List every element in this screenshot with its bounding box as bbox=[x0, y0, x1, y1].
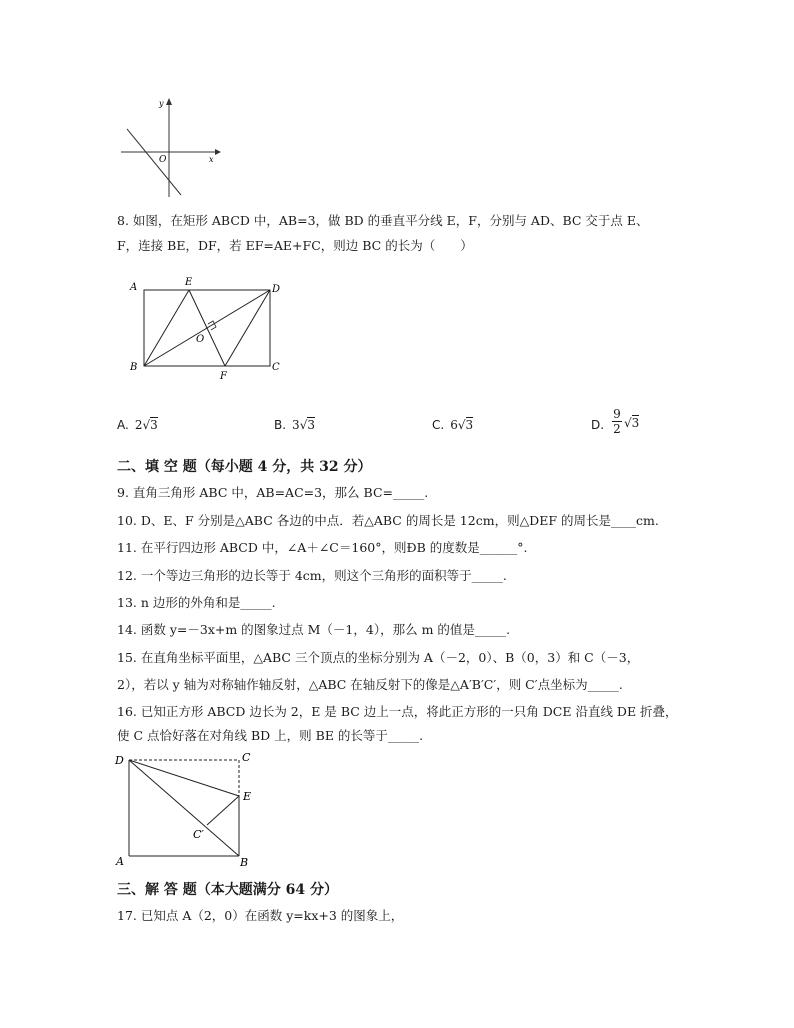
y-axis-arrow bbox=[166, 98, 172, 105]
option-letter: D. bbox=[591, 418, 605, 432]
label-B: B bbox=[240, 856, 249, 869]
function-line bbox=[127, 129, 181, 195]
q8-option-a[interactable] bbox=[117, 418, 158, 432]
label-O: O bbox=[196, 334, 205, 345]
line-df bbox=[225, 290, 270, 366]
option-radicand: 3 bbox=[150, 418, 158, 432]
label-E: E bbox=[185, 277, 193, 288]
option-radicand: 3 bbox=[465, 418, 474, 432]
q10: 10. D、E、F 分别是△ABC 各边的中点．若△ABC 的周长是 12cm，则△DEF 的周长是____cm. bbox=[117, 513, 659, 528]
line-be bbox=[144, 290, 189, 366]
q8-line2: F，连接 BE，DF，若 EF=AE+FC，则边 BC 的长为（ ） bbox=[117, 238, 473, 253]
diagonal-db bbox=[129, 760, 239, 856]
label-C: C bbox=[242, 751, 251, 764]
segment-cpe bbox=[207, 796, 239, 825]
q13: 13. n 边形的外角和是_____. bbox=[117, 595, 276, 610]
option-radicand: 3 bbox=[631, 416, 640, 430]
label-F: F bbox=[220, 371, 227, 382]
fraction-denominator: 2 bbox=[613, 422, 621, 436]
fraction bbox=[612, 407, 622, 436]
label-A: A bbox=[116, 855, 124, 868]
option-letter: B. bbox=[274, 418, 287, 432]
sqrt-radical bbox=[624, 416, 639, 430]
q14: 14. 函数 y=－3x+m 的图象过点 M（－1，4），那么 m 的值是_____. bbox=[117, 622, 511, 637]
label-Cprime: C′ bbox=[193, 828, 204, 841]
q8-option-c[interactable] bbox=[432, 418, 473, 432]
option-coef: 2 bbox=[134, 418, 143, 432]
label-D: D bbox=[115, 754, 124, 767]
sqrt-sign-icon: √ bbox=[142, 418, 151, 432]
q8-option-b[interactable] bbox=[274, 418, 315, 432]
section-2-title: 二、填 空 题（每小题 4 分，共 32 分） bbox=[117, 459, 372, 475]
option-radicand: 3 bbox=[307, 418, 315, 432]
q8-line1: 8. 如图，在矩形 ABCD 中，AB=3，做 BD 的垂直平分线 E，F，分别与 AD、BC 交于点 E、 bbox=[117, 213, 649, 228]
label-A: A bbox=[130, 282, 138, 293]
label-D: D bbox=[272, 284, 281, 295]
sqrt-sign-icon: √ bbox=[299, 418, 308, 432]
q17: 17. 已知点 A（2，0）在函数 y=kx+3 的图象上， bbox=[117, 908, 404, 923]
fold-line-de bbox=[129, 760, 239, 796]
coordinate-graph bbox=[115, 95, 225, 200]
q15-line1: 15. 在直角坐标平面里，△ABC 三个顶点的坐标分别为 A（－2，0）、B（0，3）和 C（－3， bbox=[117, 650, 640, 665]
line-ef bbox=[189, 290, 225, 366]
origin-label: O bbox=[159, 155, 167, 165]
option-coef: 3 bbox=[292, 418, 300, 432]
sqrt-sign-icon: √ bbox=[624, 416, 632, 430]
section-3-title: 三、解 答 题（本大题满分 64 分） bbox=[117, 882, 338, 898]
label-C: C bbox=[272, 362, 280, 373]
q11: 11. 在平行四边形 ABCD 中，∠A＋∠C＝160°，则ÐB 的度数是______°. bbox=[117, 540, 528, 555]
q16-square-figure bbox=[113, 750, 263, 870]
option-coef: 6 bbox=[450, 418, 458, 432]
q9: 9. 直角三角形 ABC 中，AB=AC=3，那么 BC=_____. bbox=[117, 485, 429, 500]
option-letter: A. bbox=[117, 418, 129, 432]
option-letter: C. bbox=[432, 418, 445, 432]
sqrt-sign-icon: √ bbox=[457, 418, 466, 432]
x-axis-label: x bbox=[209, 155, 214, 164]
fraction-numerator: 9 bbox=[613, 407, 621, 421]
label-B: B bbox=[130, 362, 138, 373]
q16-line2: 使 C 点恰好落在对角线 BD 上，则 BE 的长等于_____. bbox=[117, 728, 424, 743]
q15-line2: 2），若以 y 轴为对称轴作轴反射，△ABC 在轴反射下的像是△A′B′C′，则 C′点坐标为_____. bbox=[117, 677, 623, 692]
x-axis-arrow bbox=[215, 149, 221, 155]
q12: 12. 一个等边三角形的边长等于 4cm，则这个三角形的面积等于_____. bbox=[117, 568, 507, 583]
q16-line1: 16. 已知正方形 ABCD 边长为 2，E 是 BC 边上一点，将此正方形的一只角 DCE 沿直线 DE 折叠， bbox=[117, 704, 678, 719]
label-E: E bbox=[243, 790, 252, 803]
y-axis-label: y bbox=[159, 99, 164, 108]
q8-rectangle-figure bbox=[125, 274, 290, 384]
